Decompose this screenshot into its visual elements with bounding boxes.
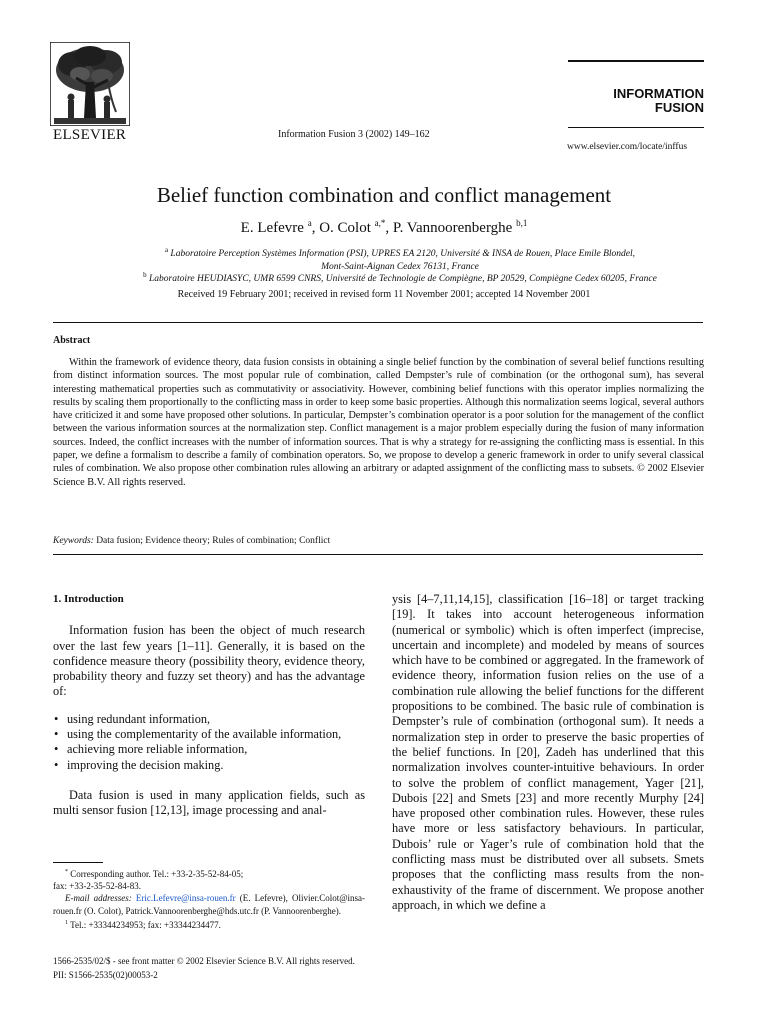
keywords-list: Data fusion; Evidence theory; Rules of combination; Conflict bbox=[96, 536, 331, 546]
abstract-bottom-rule bbox=[53, 554, 703, 555]
author-name: E. Lefevre bbox=[240, 220, 304, 236]
copyright-line: 1566-2535/02/$ - see front matter © 2002 Elsevier Science B.V. All rights reserved. bbox=[53, 956, 355, 966]
left-column bbox=[53, 592, 365, 819]
list-item: • using redundant information, bbox=[53, 712, 365, 727]
body-paragraph: Information fusion has been the object of much research over the last few years [1–11]. Generally, it is based on the confidence measure theory (possibility theory, evidence theory, probability theory and fuzzy set theory) and has the advantage of: bbox=[53, 623, 365, 699]
footnote-text: (E. Lefevre), Olivier.Colot@insa-rouen.fr (O. Colot), Patrick.Vannoorenberghe@hds.utc.fr (P. Vannoorenberghe). bbox=[53, 893, 365, 916]
affiliation-mark: b bbox=[143, 271, 147, 279]
email-link[interactable]: Eric.Lefevre@insa-rouen.fr bbox=[135, 893, 236, 904]
body-paragraph: ysis [4–7,11,14,15], classification [16–18] or target tracking [19]. It takes into account heterogeneous information (numerical or symbolic) which is often imperfect (imprecise, uncertain and incomplete) and modeled by means of sources which have to be combined or aggregated. In the framework of evidence theory, information fusion relies on the use of a combination rule allowing the belief functions for the different propositions to be combined. The basic rule of combination is Dempster’s rule of combination (orthogonal sum). It needs a normalization step in order to preserve the basic properties of the belief functions. In [20], Zadeh has underlined that this normalization involves counter-intuitive behaviours. In order to solve the problem of conflict management, Yager [21], Dubois [22] and Smets [23] and more recently Murphy [24] have proposed other combination rules. However, these rules have more or less satisfactory behaviours. In particular, Dubois’ rule or Yager’s rule of combination hold that the conflicting mass must be distributed over all subsets. Smets proposes that the conflicting mass results from the non-exhaustivity of the frame of discernment. We propose another approach, in which we define a bbox=[392, 592, 704, 912]
pii-line: PII: S1566-2535(02)00053-2 bbox=[53, 969, 158, 980]
author-affiliation-mark: a,* bbox=[374, 218, 386, 228]
journal-url-link[interactable]: www.elsevier.com/locate/inffus bbox=[567, 142, 688, 152]
received-dates: Received 19 February 2001; received in revised form 11 November 2001; accepted 14 November 2001 bbox=[177, 289, 591, 300]
email-label: E-mail addresses: bbox=[65, 893, 132, 904]
list-item: • using the complementarity of the available information, bbox=[53, 727, 365, 742]
abstract-top-rule bbox=[53, 322, 703, 323]
footnote-text: Tel.: +33344234953; fax: +33344234477. bbox=[70, 919, 221, 930]
keywords bbox=[53, 536, 330, 546]
footnote-text: Corresponding author. Tel.: +33-2-35-52-84-05; bbox=[70, 869, 244, 879]
list-item: • improving the decision making. bbox=[53, 758, 365, 773]
footnotes bbox=[53, 866, 365, 931]
author-affiliation-mark: a bbox=[307, 218, 312, 228]
journal-title-line1: INFORMATION bbox=[613, 86, 704, 101]
masthead-top-rule bbox=[568, 60, 704, 62]
affiliation-b bbox=[80, 269, 720, 286]
author-name: P. Vannoorenberghe bbox=[392, 220, 513, 236]
keywords-label: Keywords: bbox=[53, 536, 94, 546]
footnote-mark: * bbox=[65, 869, 68, 875]
paper-title: Belief function combination and conflict management bbox=[156, 183, 612, 207]
journal-title bbox=[568, 87, 704, 115]
journal-citation: Information Fusion 3 (2002) 149–162 bbox=[278, 129, 430, 140]
abstract-heading: Abstract bbox=[53, 335, 91, 346]
body-paragraph: Data fusion is used in many application fields, such as multi sensor fusion [12,13], image processing and anal- bbox=[53, 787, 365, 818]
footnote-fax: fax: +33-2-35-52-84-83. bbox=[53, 881, 142, 892]
footnote-1 bbox=[53, 917, 365, 931]
list-item: • achieving more reliable information, bbox=[53, 742, 365, 757]
journal-masthead bbox=[568, 60, 704, 128]
journal-title-line2: FUSION bbox=[654, 100, 704, 115]
author-affiliation-mark: b,1 bbox=[516, 218, 528, 228]
section-heading: 1. Introduction bbox=[53, 593, 124, 605]
right-column bbox=[392, 592, 704, 913]
affiliation-text: Mont-Saint-Aignan Cedex 76131, France bbox=[321, 262, 479, 273]
affiliation-text: Laboratoire HEUDIASYC, UMR 6599 CNRS, Université de Technologie de Compiègne, BP 20529, Compiègne Cedex 60205, France bbox=[149, 274, 657, 285]
author-list: E. Lefevre $^a$, O. Colot $^{a,*}$, P. Vannoorenberghe $^{b,1}$ bbox=[240, 218, 528, 236]
publisher-name: ELSEVIER bbox=[53, 127, 127, 143]
bullet-list bbox=[53, 712, 365, 773]
author-name: O. Colot bbox=[319, 220, 371, 236]
footnote-emails bbox=[53, 892, 365, 916]
front-matter-info bbox=[53, 955, 355, 982]
masthead-bottom-rule bbox=[568, 127, 704, 128]
footnote-corresponding bbox=[53, 866, 365, 880]
abstract-text: Within the framework of evidence theory, data fusion consists in obtaining a single belief function by the combination of several belief functions resulting from distinct information sources. The most popular rule of combination, called Dempster’s rule of combination (or the orthogonal sum), has several interesting mathematical properties such as commutativity or associativity. However, combining belief functions with this operator implies normalizing the results by scaling them proportionally to the conflicting mass in order to keep some basic properties. Although this normalization seems logical, several authors have criticized it and some have proposed other solutions. In particular, Dempster’s combination operator is a poor solution for the management of the conflict between the various information sources at the normalization step. Conflict management is a major problem especially during the fusion of many information sources. Indeed, the conflict increases with the number of information sources. That is why a strategy for re-assigning the conflicting mass is essential. In this paper, we define a formalism to describe a family of combination operators. So, we propose to develop a generic framework in order to unify several classical rules of combination. We also propose other combination rules allowing an arbitrary or adapted assignment of the conflicting mass to subsets. © 2002 Elsevier Science B.V. All rights reserved. bbox=[53, 357, 704, 488]
affiliation-mark: a bbox=[164, 246, 169, 254]
affiliation-text: Laboratoire Perception Systèmes Information (PSI), UPRES EA 2120, Université & INSA de Rouen, Place Emile Blondel, bbox=[170, 249, 636, 260]
footnote-mark: 1 bbox=[65, 919, 68, 926]
footnote-rule bbox=[53, 862, 103, 863]
